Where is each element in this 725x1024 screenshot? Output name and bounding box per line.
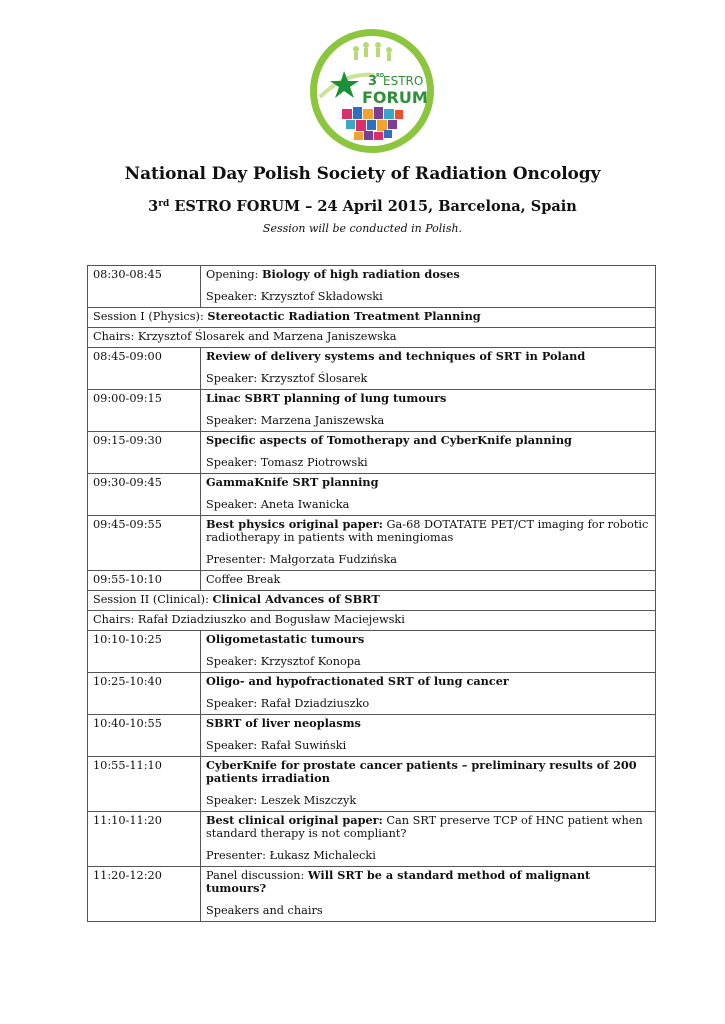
logo-brand: ESTRO [383, 74, 424, 88]
schedule-row [88, 308, 656, 328]
session-title: Stereotactic Radiation Treatment Planning [207, 309, 481, 323]
session-chairs: Chairs: Rafał Dziadziuszko and Bogusław Maciejewski [88, 611, 656, 631]
talk-title-line [206, 518, 650, 544]
speaker-line: Speaker: Marzena Janiszewska [206, 414, 385, 427]
talk-details [201, 631, 656, 673]
speaker-line: Speaker: Aneta Iwanicka [206, 498, 350, 511]
schedule-row [88, 812, 656, 867]
speaker-line: Speaker: Krzysztof Składowski [206, 290, 383, 303]
time-slot: 11:20-12:20 [88, 867, 201, 922]
subtitle-ordinal-sup: rd [158, 199, 170, 209]
speaker-line: Speaker: Tomasz Piotrowski [206, 456, 368, 469]
time-slot: 09:00-09:15 [88, 390, 201, 432]
time-slot: 08:30-08:45 [88, 266, 201, 308]
talk-title: Specific aspects of Tomotherapy and CyberKnife planning [206, 433, 572, 447]
session-heading [88, 308, 656, 328]
time-slot: 09:15-09:30 [88, 432, 201, 474]
logo-graphic [308, 27, 436, 155]
speaker-line: Speaker: Krzysztof Ślosarek [206, 372, 368, 385]
schedule-row [88, 867, 656, 922]
schedule-row [88, 516, 656, 571]
schedule-row [88, 328, 656, 348]
time-slot: 09:30-09:45 [88, 474, 201, 516]
speaker-line: Speakers and chairs [206, 904, 323, 917]
schedule-row [88, 474, 656, 516]
session-prefix: Session II (Clinical): [93, 593, 213, 606]
schedule-row [88, 631, 656, 673]
logo-ordinal-suffix: RD [376, 73, 385, 79]
talk-details [201, 812, 656, 867]
talk-title: Will SRT be a standard method of malignant tumours? [206, 868, 591, 895]
schedule-body [88, 266, 656, 922]
schedule-table [87, 265, 656, 922]
talk-details [201, 757, 656, 812]
talk-title-line [206, 392, 650, 405]
talk-paper-title: Can SRT preserve TCP of HNC patient when standard therapy is not compliant? [206, 814, 643, 840]
time-slot: 10:55-11:10 [88, 757, 201, 812]
session-heading [88, 591, 656, 611]
talk-prefix: Panel discussion: [206, 869, 308, 882]
speaker-line: Presenter: Łukasz Michalecki [206, 849, 376, 862]
talk-title: CyberKnife for prostate cancer patients – preliminary results of 200 patients irradiation [206, 758, 637, 785]
talk-title-line [206, 434, 650, 447]
talk-details [201, 348, 656, 390]
schedule-row [88, 432, 656, 474]
talk-details [201, 673, 656, 715]
time-slot: 10:40-10:55 [88, 715, 201, 757]
schedule-row [88, 715, 656, 757]
page-title: National Day Polish Society of Radiation Oncology [124, 164, 601, 184]
talk-title: Oligo- and hypofractionated SRT of lung cancer [206, 674, 509, 688]
subtitle-rest: ESTRO FORUM – 24 April 2015, Barcelona, Spain [169, 198, 577, 215]
talk-title: Best physics original paper: [206, 517, 383, 531]
time-slot: 09:45-09:55 [88, 516, 201, 571]
talk-title-line [206, 759, 650, 785]
talk-title: GammaKnife SRT planning [206, 475, 379, 489]
talk-details [201, 266, 656, 308]
talk-details [201, 571, 656, 591]
time-slot: 11:10-11:20 [88, 812, 201, 867]
talk-title-line [206, 476, 650, 489]
schedule-row [88, 390, 656, 432]
talk-title-line [206, 675, 650, 688]
talk-title: SBRT of liver neoplasms [206, 716, 361, 730]
talk-title: Linac SBRT planning of lung tumours [206, 391, 447, 405]
talk-title: Biology of high radiation doses [261, 267, 460, 281]
time-slot: 10:10-10:25 [88, 631, 201, 673]
break-label: Coffee Break [206, 573, 281, 586]
talk-title-line [206, 717, 650, 730]
talk-details [201, 516, 656, 571]
talk-details [201, 715, 656, 757]
talk-title-line [206, 869, 650, 895]
subtitle-ordinal: 3 [148, 198, 159, 215]
talk-details [201, 390, 656, 432]
time-slot: 10:25-10:40 [88, 673, 201, 715]
session-title: Clinical Advances of SBRT [212, 592, 380, 606]
speaker-line: Speaker: Krzysztof Konopa [206, 655, 361, 668]
talk-paper-title: Ga-68 DOTATATE PET/CT imaging for robotic radiotherapy in patients with meningiomas [206, 518, 649, 544]
talk-details [201, 474, 656, 516]
talk-details [201, 432, 656, 474]
session-chairs: Chairs: Krzysztof Ślosarek and Marzena Janiszewska [88, 328, 656, 348]
time-slot: 09:55-10:10 [88, 571, 201, 591]
page-subtitle [0, 198, 725, 215]
schedule-row [88, 571, 656, 591]
time-slot: 08:45-09:00 [88, 348, 201, 390]
speaker-line: Speaker: Rafał Suwiński [206, 739, 347, 752]
logo-ordinal: 3 [368, 74, 378, 89]
schedule-row [88, 266, 656, 308]
language-note: Session will be conducted in Polish. [262, 222, 463, 235]
logo-event: FORUM [362, 88, 428, 107]
talk-title: Best clinical original paper: [206, 813, 383, 827]
session-prefix: Session I (Physics): [93, 310, 208, 323]
talk-title-line [206, 268, 650, 281]
speaker-line: Speaker: Leszek Miszczyk [206, 794, 357, 807]
estro-forum-logo [308, 27, 436, 155]
talk-prefix: Opening: [206, 268, 262, 281]
schedule-row [88, 348, 656, 390]
talk-title: Oligometastatic tumours [206, 632, 365, 646]
talk-title-line [206, 814, 650, 840]
schedule-row [88, 611, 656, 631]
talk-title-line [206, 350, 650, 363]
talk-title: Review of delivery systems and techniques of SRT in Poland [206, 349, 586, 363]
speaker-line: Presenter: Małgorzata Fudzińska [206, 553, 397, 566]
talk-title-line [206, 633, 650, 646]
schedule-row [88, 591, 656, 611]
schedule-row [88, 673, 656, 715]
speaker-line: Speaker: Rafał Dziadziuszko [206, 697, 370, 710]
schedule-row [88, 757, 656, 812]
talk-details [201, 867, 656, 922]
